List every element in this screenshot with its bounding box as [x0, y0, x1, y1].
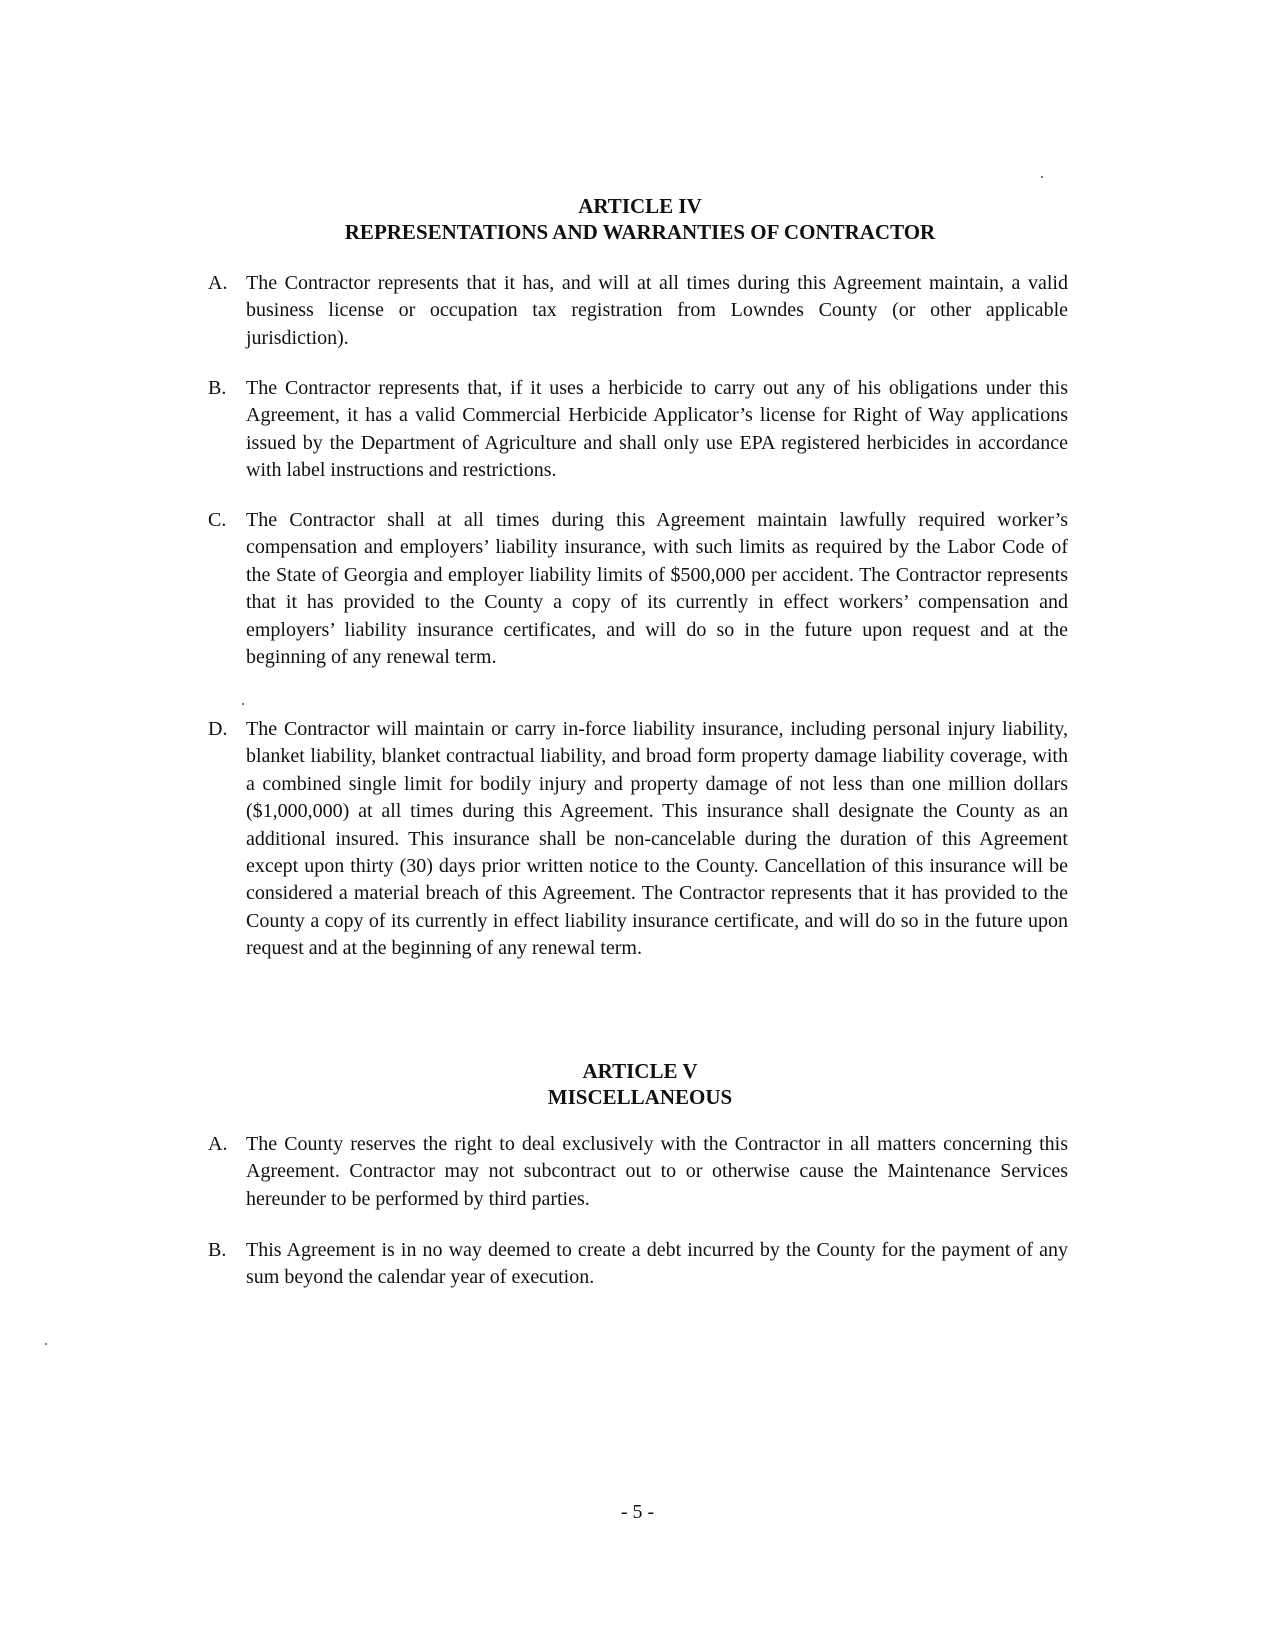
- item-text: The Contractor will maintain or carry in-force liability insurance, including personal injury liability, blanket liability, blanket contractual liability, and broad form property damage liability coverage, with a combined single limit for bodily injury and property damage of not less than one million dollars ($1,000,000) at all times during this Agreement. This insurance shall designate the County as an additional insured. This insurance shall be non-cancelable during the duration of this Agreement except upon thirty (30) days prior written notice to the County. Cancellation of this insurance will be considered a material breach of this Agreement. The Contractor represents that it has provided to the County a copy of its currently in effect liability insurance certificate, and will do so in the future upon request and at the beginning of any renewal term.: [246, 718, 1068, 960]
- item-letter: A.: [208, 1133, 228, 1155]
- article-v-item-a: [208, 1131, 1068, 1213]
- article-v-heading: [200, 1058, 1080, 1110]
- article-iv-title: ARTICLE IV: [578, 194, 702, 218]
- article-iv-item-c: [208, 507, 1068, 671]
- item-text: The Contractor represents that, if it uses a herbicide to carry out any of his obligations under this Agreement, it has a valid Commercial Herbicide Applicator’s license for Right of Way applications issued by the Department of Agriculture and shall only use EPA registered herbicides in accordance with label instructions and restrictions.: [246, 377, 1068, 482]
- article-iv-item-a: [208, 270, 1068, 352]
- article-v-title: ARTICLE V: [582, 1059, 698, 1083]
- item-text: This Agreement is in no way deemed to create a debt incurred by the County for the payment of any sum beyond the calendar year of execution.: [246, 1239, 1068, 1289]
- article-iv-item-d: [208, 716, 1068, 963]
- item-letter: C.: [208, 509, 227, 531]
- item-text: The Contractor shall at all times during this Agreement maintain lawfully required worker’s compensation and employers’ liability insurance, with such limits as required by the Labor Code of the State of Georgia and employer liability limits of $500,000 per accident. The Contractor represents that it has provided to the County a copy of its currently in effect workers’ compensation and employers’ liability insurance certificates, and will do so in the future upon request and at the beginning of any renewal term.: [246, 509, 1068, 669]
- item-letter: A.: [208, 272, 228, 294]
- scan-speck: [45, 1343, 47, 1345]
- item-text: The County reserves the right to deal exclusively with the Contractor in all matters concerning this Agreement. Contractor may not subcontract out to or otherwise cause the Maintenance Services hereunder to be performed by third parties.: [246, 1133, 1068, 1210]
- scan-speck: [1041, 176, 1043, 178]
- article-v-item-b: [208, 1237, 1068, 1292]
- item-letter: D.: [208, 718, 228, 740]
- item-text: The Contractor represents that it has, and will at all times during this Agreement maintain, a valid business license or occupation tax registration from Lowndes County (or other applicable jurisdiction).: [246, 272, 1068, 349]
- article-iv-subtitle: REPRESENTATIONS AND WARRANTIES OF CONTRACTOR: [344, 220, 936, 244]
- article-iv-heading: [200, 193, 1080, 245]
- article-v-subtitle: MISCELLANEOUS: [547, 1085, 733, 1109]
- item-letter: B.: [208, 1239, 227, 1261]
- page-number: - 5 -: [620, 1501, 655, 1523]
- item-letter: B.: [208, 377, 227, 399]
- scan-speck: [242, 703, 244, 705]
- article-iv-item-b: [208, 375, 1068, 485]
